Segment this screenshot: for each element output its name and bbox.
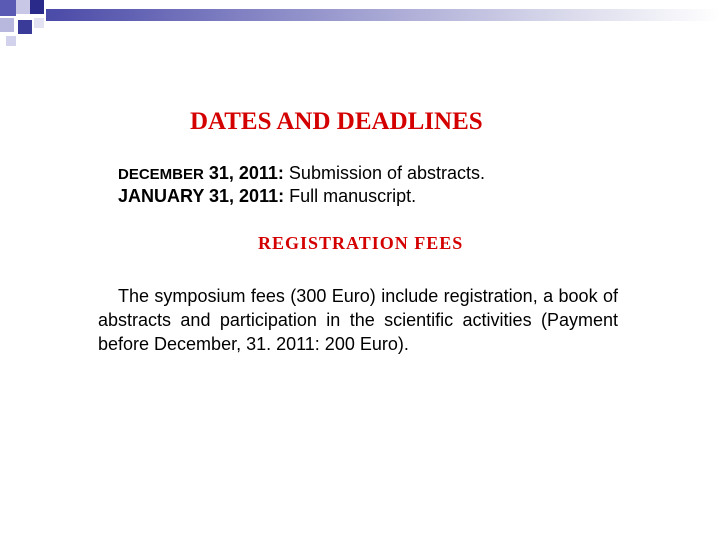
deco-square <box>30 0 44 14</box>
deadline-date-day: 31, 2011: <box>203 163 284 183</box>
deco-square <box>18 20 32 34</box>
deadline-manuscript <box>118 186 416 207</box>
dates-heading: DATES AND DEADLINES <box>190 108 483 135</box>
deco-square <box>0 18 14 32</box>
deco-square <box>16 0 30 14</box>
deadline-abstracts <box>118 163 485 184</box>
deadline-description: Submission of abstracts. <box>283 163 486 183</box>
deco-square <box>0 0 16 16</box>
deadline-date <box>118 163 284 183</box>
deadline-date-month: DECEMBER <box>118 166 204 183</box>
fees-heading: REGISTRATION FEES <box>258 233 464 253</box>
deco-square <box>6 36 16 46</box>
title-accent-bar <box>46 9 720 21</box>
deco-square <box>34 18 44 28</box>
deadline-date: JANUARY 31, 2011: <box>118 186 285 206</box>
fees-paragraph: The symposium fees (300 Euro) include registration, a book of abstracts and participation in the scientific activities (Payment before December, 31. 2011: 200 Euro). <box>98 286 618 354</box>
deadline-description: Full manuscript. <box>284 186 417 206</box>
